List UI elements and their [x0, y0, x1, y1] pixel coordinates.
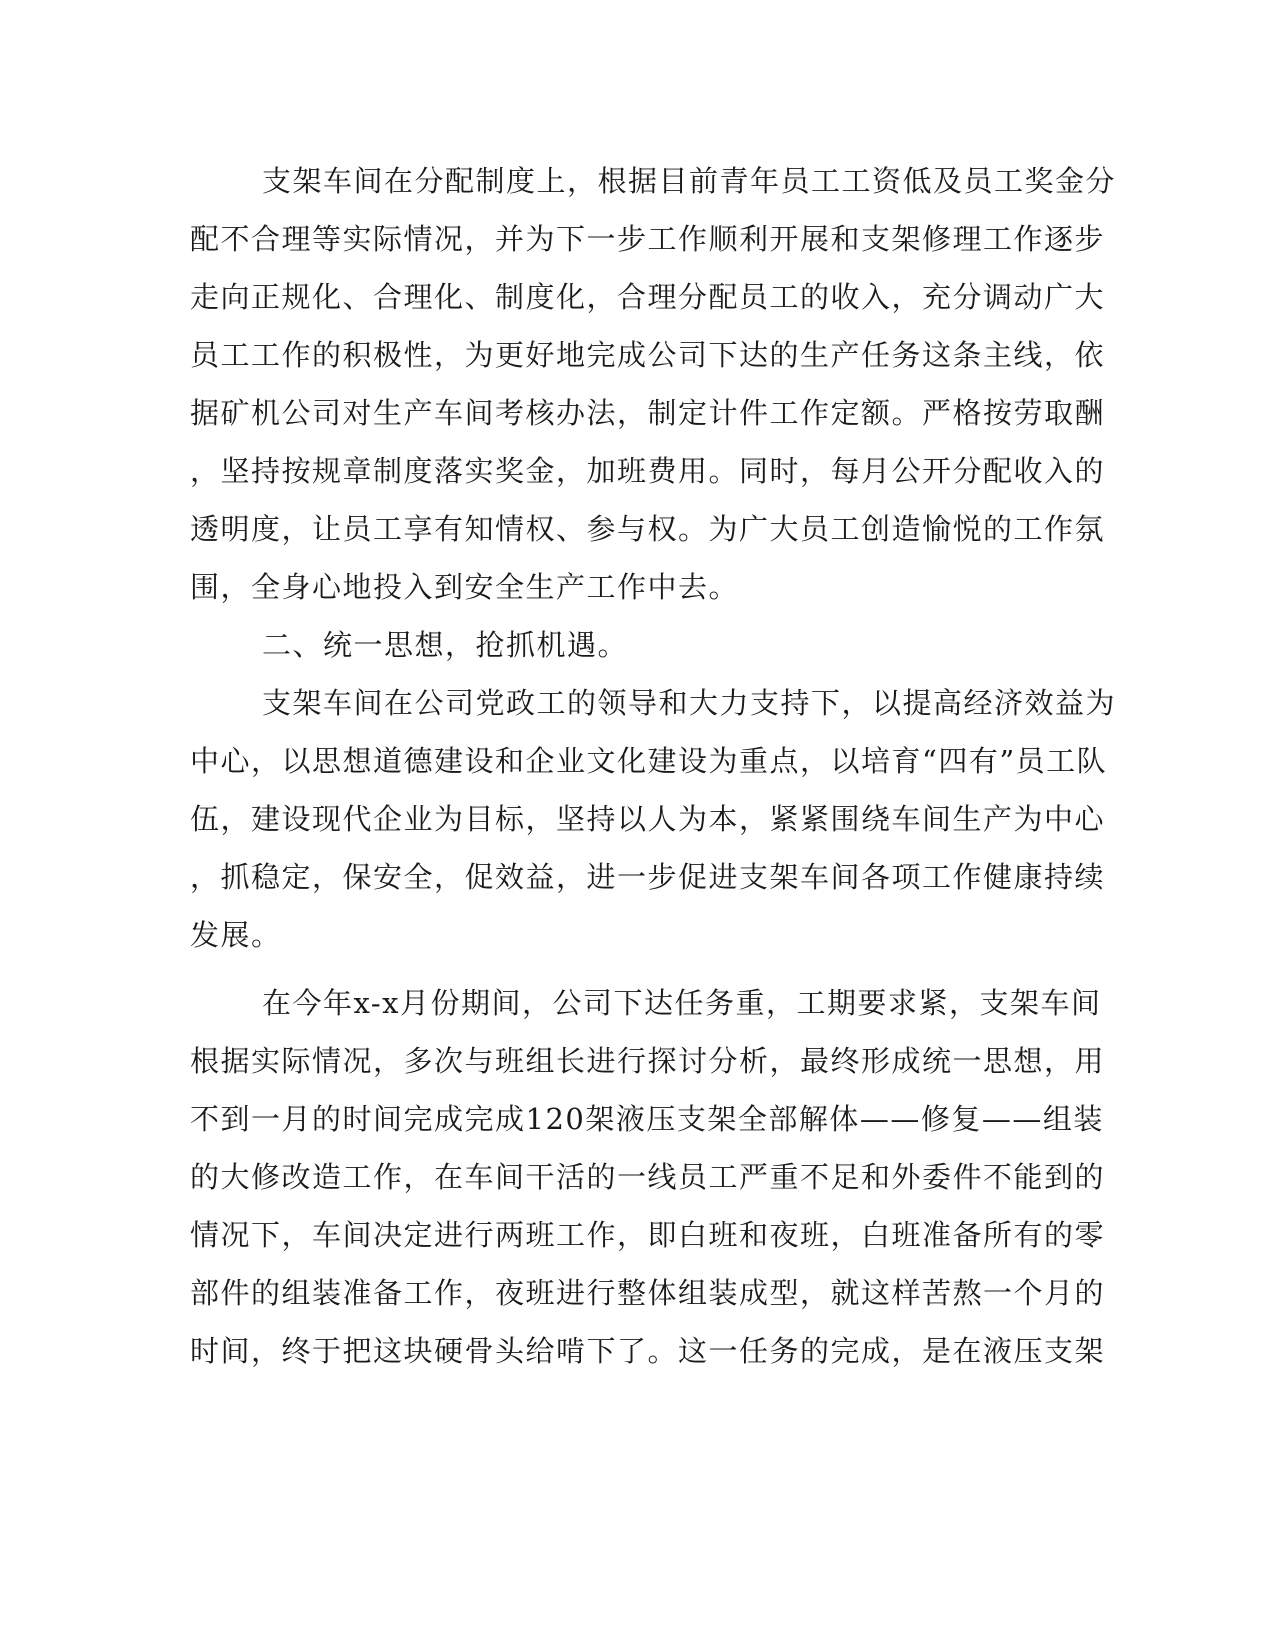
- paragraph-1-line-2: 配不合理等实际情况，并为下一步工作顺利开展和支架修理工作逐步: [190, 222, 1106, 256]
- section-heading: 二、统一思想，抢抓机遇。: [262, 628, 629, 662]
- paragraph-1-line-5: 据矿机公司对生产车间考核办法，制定计件工作定额。严格按劳取酬: [190, 396, 1106, 430]
- paragraph-1-line-6: ，坚持按规章制度落实奖金，加班费用。同时，每月公开分配收入的: [190, 454, 1106, 488]
- paragraph-3-line-7: 时间，终于把这块硬骨头给啃下了。这一任务的完成，是在液压支架: [190, 1334, 1106, 1368]
- paragraph-2-line-4: ，抓稳定，保安全，促效益，进一步促进支架车间各项工作健康持续: [190, 860, 1106, 894]
- paragraph-1-line-4: 员工工作的积极性，为更好地完成公司下达的生产任务这条主线，依: [190, 338, 1106, 372]
- paragraph-2-line-5: 发展。: [190, 918, 282, 952]
- paragraph-3-line-2: 根据实际情况，多次与班组长进行探讨分析，最终形成统一思想，用: [190, 1044, 1106, 1078]
- paragraph-3-line-1: 在今年x-x月份期间，公司下达任务重，工期要求紧，支架车间: [262, 986, 1102, 1020]
- paragraph-3-line-3: 不到一月的时间完成完成120架液压支架全部解体——修复——组装: [190, 1102, 1104, 1136]
- paragraph-3-line-5: 情况下，车间决定进行两班工作，即白班和夜班，白班准备所有的零: [190, 1218, 1106, 1252]
- paragraph-2-line-2: 中心，以思想道德建设和企业文化建设为重点，以培育“四有”员工队: [190, 744, 1108, 778]
- paragraph-3-line-6: 部件的组装准备工作，夜班进行整体组装成型，就这样苦熬一个月的: [190, 1276, 1106, 1310]
- paragraph-1-line-7: 透明度，让员工享有知情权、参与权。为广大员工创造愉悦的工作氛: [190, 512, 1106, 546]
- paragraph-1-line-3: 走向正规化、合理化、制度化，合理分配员工的收入，充分调动广大: [190, 280, 1106, 314]
- paragraph-3-line-4: 的大修改造工作，在车间干活的一线员工严重不足和外委件不能到的: [190, 1160, 1106, 1194]
- paragraph-1-line-1: 支架车间在分配制度上，根据目前青年员工工资低及员工奖金分: [262, 164, 1117, 198]
- paragraph-2-line-1: 支架车间在公司党政工的领导和大力支持下，以提高经济效益为: [262, 686, 1117, 720]
- paragraph-1-line-8: 围，全身心地投入到安全生产工作中去。: [190, 570, 740, 604]
- paragraph-2-line-3: 伍，建设现代企业为目标，坚持以人为本，紧紧围绕车间生产为中心: [190, 802, 1106, 836]
